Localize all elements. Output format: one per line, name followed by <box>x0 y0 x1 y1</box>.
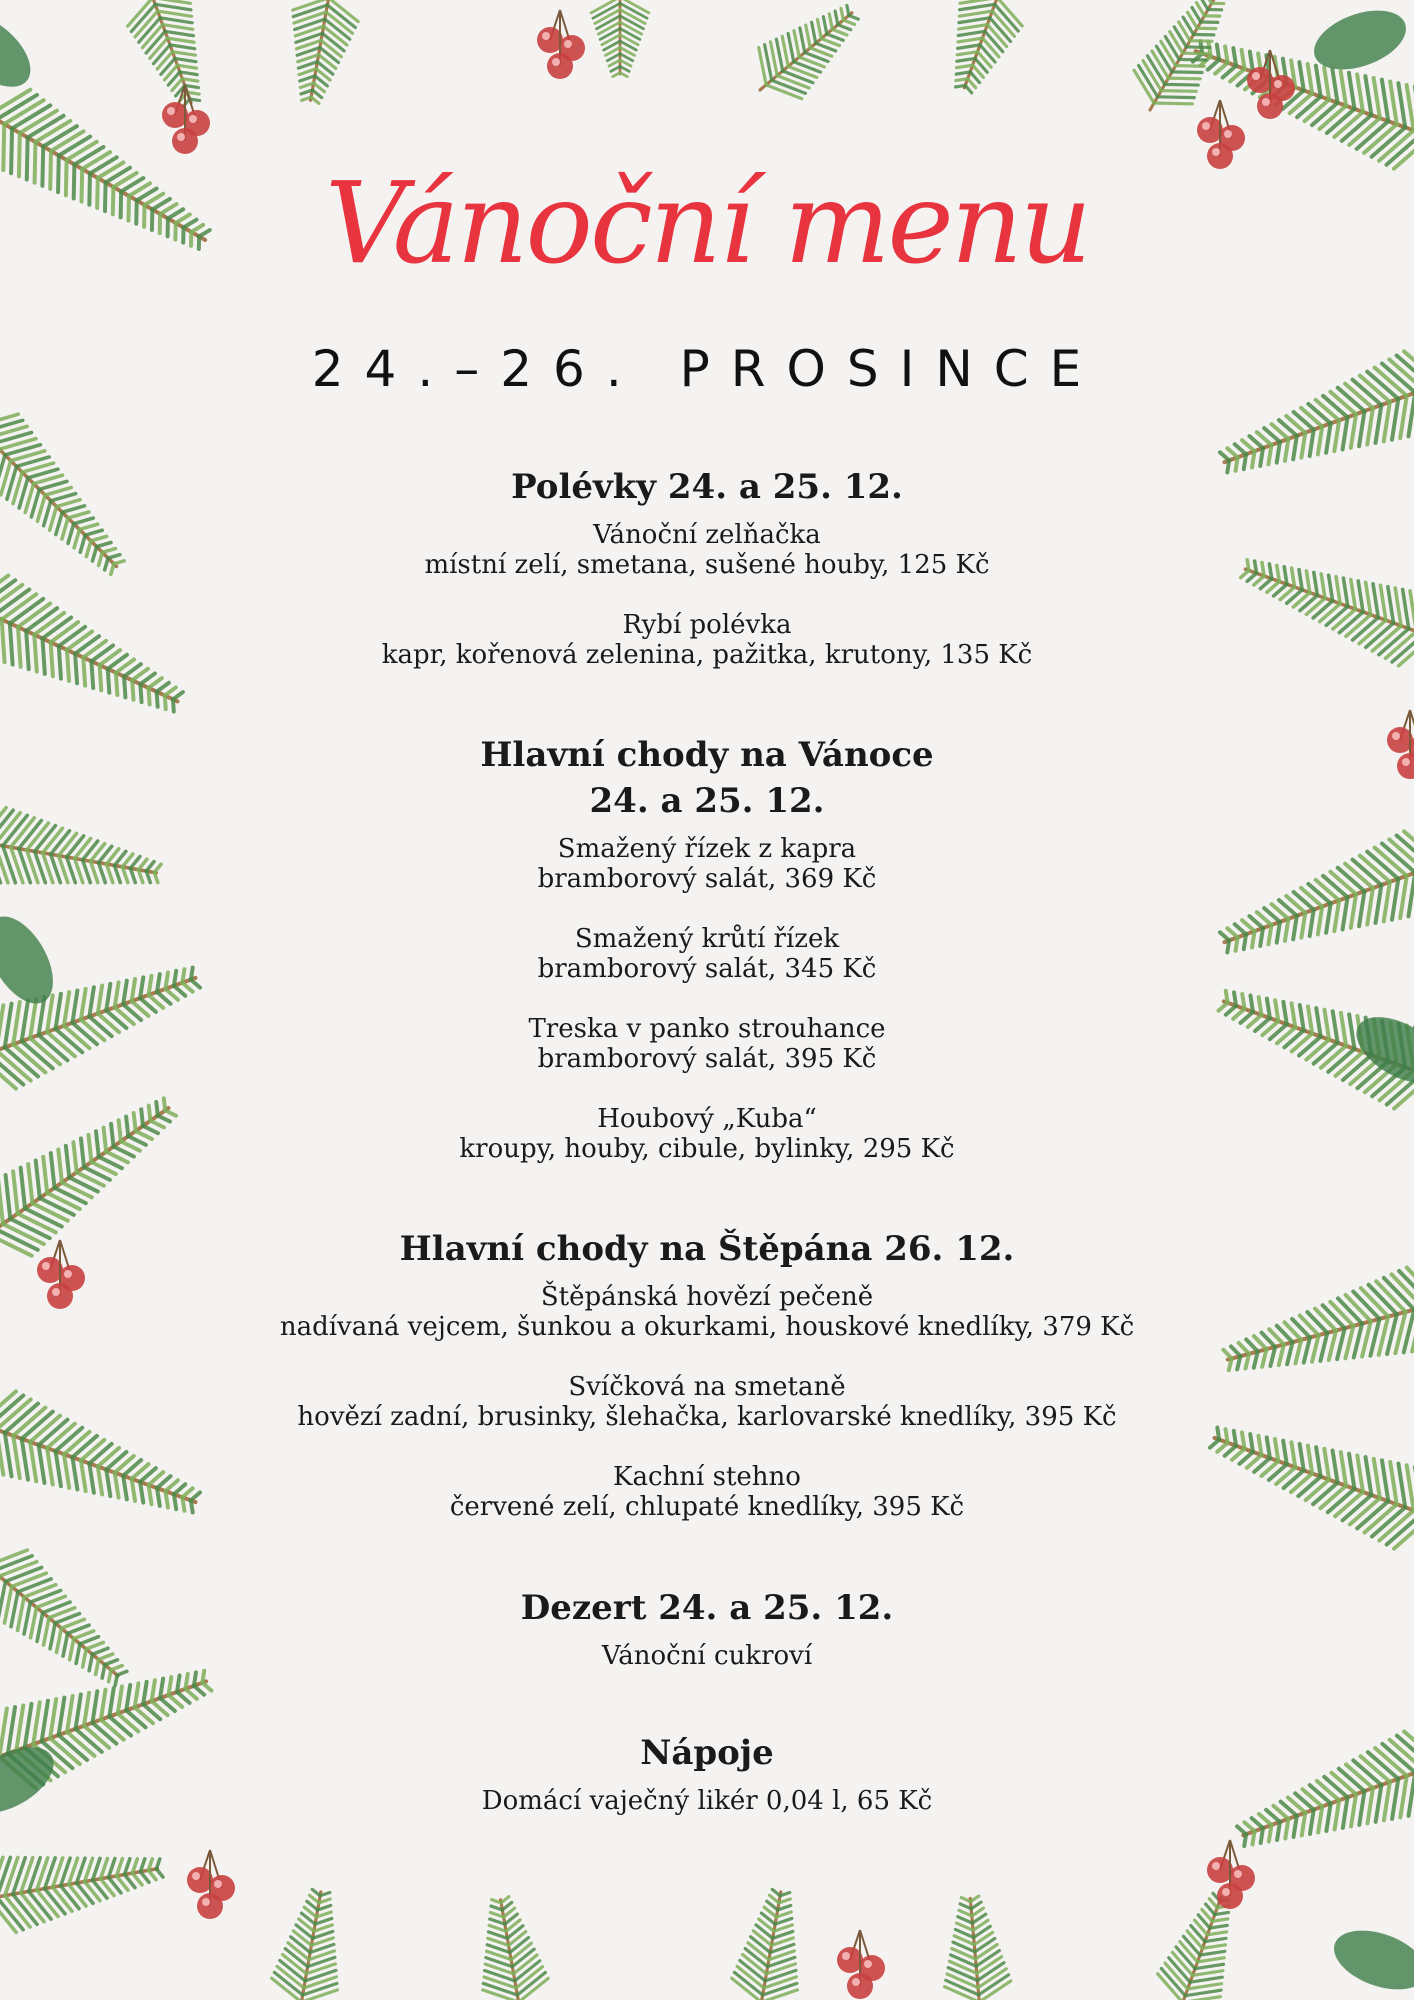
menu-item <box>0 1462 1414 1522</box>
berry-cluster <box>1247 50 1295 119</box>
pine-branch <box>739 0 875 116</box>
berry-cluster <box>187 1850 235 1919</box>
pine-branch <box>278 0 363 108</box>
section-stephen-mains <box>0 1226 1414 1522</box>
section-heading: Nápoje <box>640 1733 774 1773</box>
berry-cluster <box>162 85 210 154</box>
section-dessert <box>0 1585 1414 1671</box>
section-heading: Dezert 24. a 25. 12. <box>520 1588 894 1628</box>
holly-leaf <box>1306 0 1414 81</box>
pine-branch <box>468 1892 553 2000</box>
menu-item <box>0 1372 1414 1432</box>
item-name: Vánoční cukroví <box>601 1641 813 1671</box>
item-description: kapr, kořenová zelenina, pažitka, krutony, 135 Kč <box>381 640 1033 670</box>
section-heading-dates: 24. a 25. 12. <box>589 781 825 821</box>
pine-branch <box>727 1885 814 2000</box>
menu-title: Vánoční menu <box>325 159 1089 289</box>
pine-branch <box>591 0 649 77</box>
item-description: místní zelí, smetana, sušené houby, 125 Kč <box>424 550 990 580</box>
item-name: Smažený krůtí řízek <box>574 924 840 954</box>
item-name: Kachní stehno <box>613 1462 801 1492</box>
holly-leaf <box>1326 1919 1414 2000</box>
section-christmas-mains <box>0 732 1414 1164</box>
menu-item <box>0 520 1414 580</box>
menu-item <box>0 1014 1414 1074</box>
menu-item <box>0 610 1414 670</box>
item-name: Vánoční zelňačka <box>593 520 821 550</box>
item-name: Svíčková na smetaně <box>568 1372 846 1402</box>
item-name: Domácí vaječný likér 0,04 l, 65 Kč <box>481 1786 933 1816</box>
item-description: nadívaná vejcem, šunkou a okurkami, houskové knedlíky, 379 Kč <box>279 1312 1135 1342</box>
section-drinks <box>0 1730 1414 1816</box>
pine-branch <box>119 0 223 115</box>
berry-cluster <box>837 1930 885 1999</box>
menu-item <box>0 924 1414 984</box>
berry-cluster <box>1197 100 1245 169</box>
item-name: Rybí polévka <box>622 610 792 640</box>
pine-branch <box>267 1885 354 2000</box>
pine-branch <box>933 0 1032 101</box>
berry-cluster <box>537 10 585 79</box>
menu-date-range: 24.–26. PROSINCE <box>311 340 1103 398</box>
item-name: Štěpánská hovězí pečeně <box>540 1282 874 1312</box>
pine-branch <box>0 1831 168 1938</box>
item-description: kroupy, houby, cibule, bylinky, 295 Kč <box>459 1134 955 1164</box>
item-name: Smažený řízek z kapra <box>557 834 857 864</box>
item-name: Treska v panko strouhance <box>528 1014 886 1044</box>
section-heading: Hlavní chody na Vánoce <box>480 735 934 775</box>
menu-item <box>0 834 1414 894</box>
item-description: bramborový salát, 369 Kč <box>537 864 877 894</box>
holly-leaf <box>0 0 43 101</box>
pine-branch <box>937 1894 1013 2000</box>
item-name: Houbový „Kuba“ <box>597 1104 817 1134</box>
item-description: bramborový salát, 345 Kč <box>537 954 877 984</box>
item-description: hovězí zadní, brusinky, šlehačka, karlovarské knedlíky, 395 Kč <box>297 1402 1117 1432</box>
menu-item <box>0 1104 1414 1164</box>
menu-item <box>0 1786 1414 1816</box>
item-description: červené zelí, chlupaté knedlíky, 395 Kč <box>449 1492 965 1522</box>
item-description: bramborový salát, 395 Kč <box>537 1044 877 1074</box>
berry-cluster <box>1207 1840 1255 1909</box>
menu-item <box>0 1282 1414 1342</box>
menu-item <box>0 1641 1414 1671</box>
section-heading: Hlavní chody na Štěpána 26. 12. <box>399 1229 1015 1269</box>
section-heading: Polévky 24. a 25. 12. <box>511 467 903 507</box>
section-soups <box>0 464 1414 670</box>
